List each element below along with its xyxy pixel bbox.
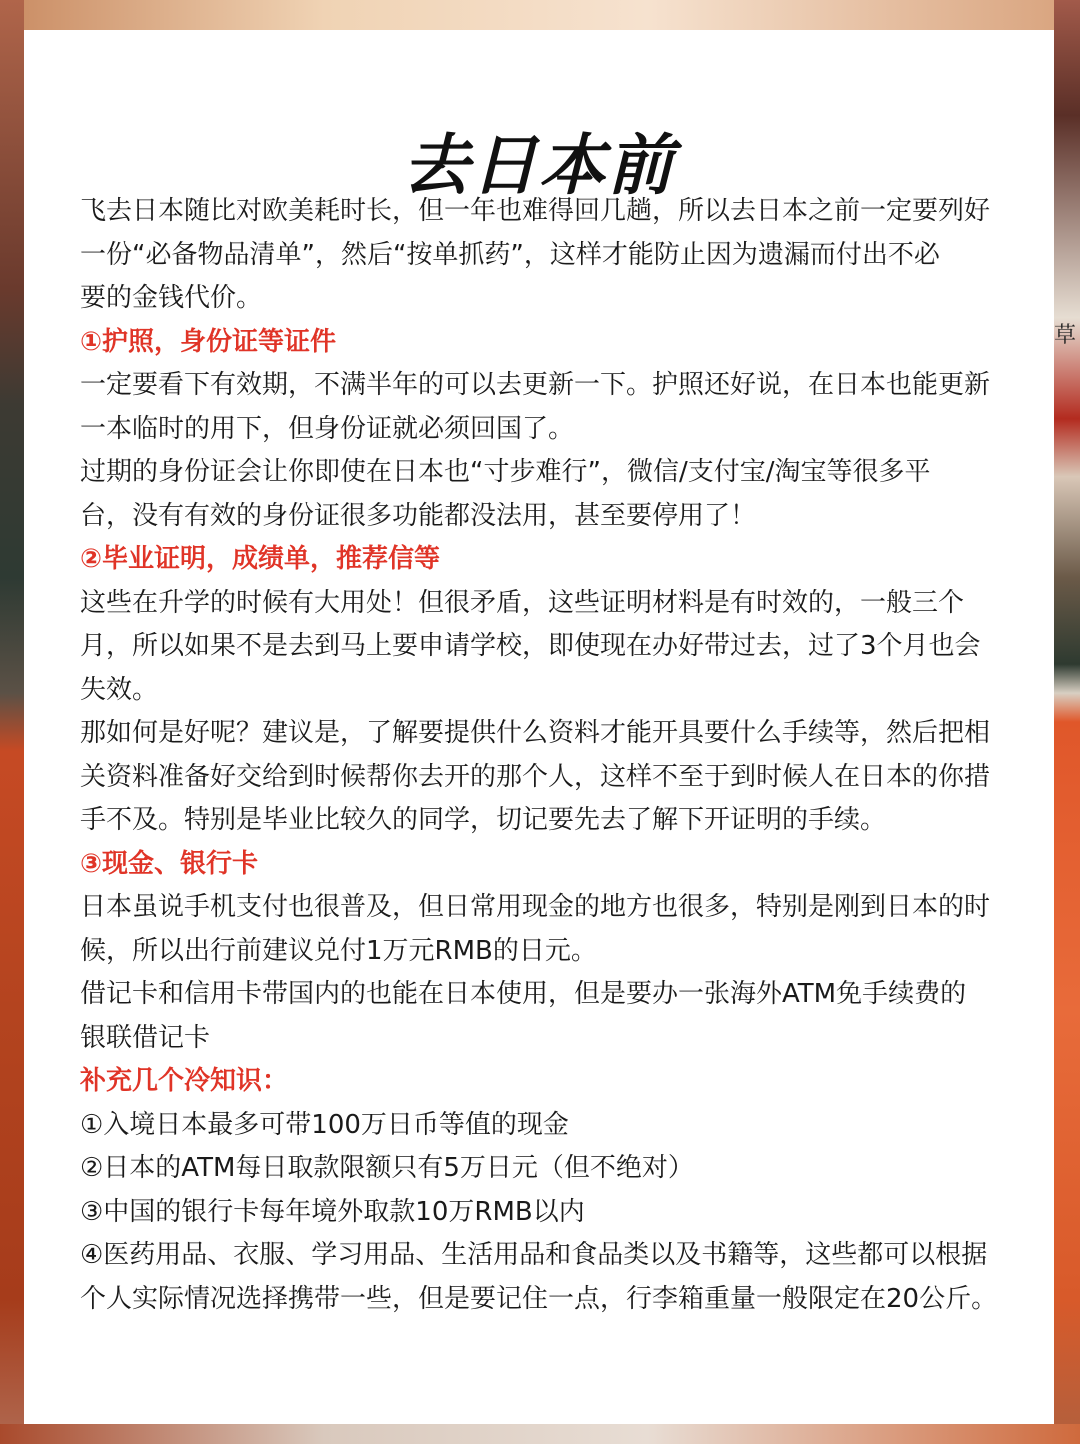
article-body (80, 190, 1000, 1321)
paragraph-line: 银联借记卡 (80, 1022, 211, 1053)
paragraph-line: 个人实际情况选择携带一些，但是要记住一点，行李箱重量一般限定在20公斤。 (80, 1283, 998, 1314)
section-heading: ①护照，身份证等证件 (80, 326, 337, 357)
paragraph-line: 一份“必备物品清单”，然后“按单抓药”，这样才能防止因为遗漏而付出不必 (80, 239, 940, 270)
section-heading: ②毕业证明，成绩单，推荐信等 (80, 544, 441, 574)
section-heading: 补充几个冷知识： (80, 1066, 289, 1096)
paragraph-line: ②日本的ATM每日取款限额只有5万日元（但不绝对） (80, 1153, 694, 1183)
paragraph-line: 台，没有有效的身份证很多功能都没法用，甚至要停用了！ (80, 500, 757, 531)
content-card (24, 30, 1054, 1424)
paragraph-line: 月，所以如果不是去到马上要申请学校，即使现在办好带过去，过了3个月也会 (80, 631, 981, 661)
paragraph-line: 要的金钱代价。 (80, 283, 263, 313)
paragraph-line: 那如何是好呢？建议是，了解要提供什么资料才能开具要什么手续等，然后把相 (80, 718, 991, 748)
paragraph-line: ④医药用品、衣服、学习用品、生活用品和食品类以及书籍等，这些都可以根据 (80, 1240, 988, 1270)
background-right-strip (1054, 0, 1080, 1444)
paragraph-line: 借记卡和信用卡带国内的也能在日本使用，但是要办一张海外ATM免手续费的 (80, 979, 967, 1009)
paragraph-line: 关资料准备好交给到时候帮你去开的那个人，这样不至于到时候人在日本的你措 (80, 761, 991, 792)
background-top-strip (0, 0, 1080, 30)
background-sign-text: 草 (1054, 323, 1077, 348)
paragraph-line: 一定要看下有效期，不满半年的可以去更新一下。护照还好说，在日本也能更新 (80, 370, 991, 400)
paragraph-line: ③中国的银行卡每年境外取款10万RMB以内 (80, 1196, 585, 1227)
paragraph-line: 这些在升学的时候有大用处！但很矛盾，这些证明材料是有时效的，一般三个 (80, 587, 965, 618)
paragraph-line: 手不及。特别是毕业比较久的同学，切记要先去了解下开证明的手续。 (80, 805, 887, 835)
paragraph-line: ①入境日本最多可带100万日币等值的现金 (80, 1109, 569, 1140)
paragraph-line: 飞去日本随比对欧美耗时长，但一年也难得回几趟，所以去日本之前一定要列好 (80, 196, 991, 226)
section-heading: ③现金、银行卡 (80, 848, 259, 879)
paragraph-line: 日本虽说手机支付也很普及，但日常用现金的地方也很多，特别是刚到日本的时 (80, 892, 991, 922)
page-title: 去日本前 (403, 127, 675, 204)
background-bottom-strip (0, 1424, 1080, 1444)
paragraph-line: 一本临时的用下，但身份证就必须回国了。 (80, 413, 575, 444)
background-left-strip (0, 0, 24, 1444)
paragraph-line: 过期的身份证会让你即使在日本也“寸步难行”，微信/支付宝/淘宝等很多平 (80, 457, 931, 487)
paragraph-line: 失效。 (80, 674, 159, 705)
paragraph-line: 候，所以出行前建议兑付1万元RMB的日元。 (80, 935, 597, 966)
